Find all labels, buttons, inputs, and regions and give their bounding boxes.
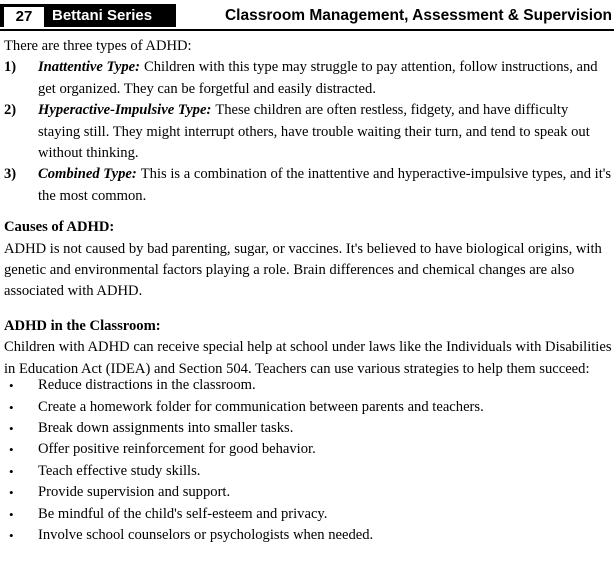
document-page — [0, 4, 616, 568]
list-item — [4, 461, 612, 482]
intro-paragraph: There are three types of ADHD: — [4, 38, 192, 54]
item-text — [38, 100, 612, 164]
bullet-icon: • — [9, 442, 14, 458]
item-text — [38, 164, 612, 207]
type-name: Combined Type: — [38, 166, 137, 183]
type-name: Inattentive Type: — [38, 59, 140, 76]
item-number: 1) — [4, 59, 17, 76]
list-item-text: Teach effective study skills. — [38, 462, 201, 479]
bullet-icon: • — [9, 399, 14, 415]
list-item-text: Be mindful of the child's self-esteem and privacy. — [38, 505, 328, 522]
type-description: These children are often restless, fidgety, and have difficulty staying still. They might interrupt others, have trouble waiting their turn, and tend to speak out without thinking. — [38, 102, 590, 162]
page-content — [0, 36, 616, 546]
list-item-text: Offer positive reinforcement for good behavior. — [38, 441, 316, 458]
list-item — [4, 397, 612, 418]
causes-paragraph: ADHD is not caused by bad parenting, sugar, or vaccines. It's believed to have biological origins, with genetic and environmental factors playing a role. Brain differences and chemical changes are also associated with ADHD. — [4, 240, 602, 300]
item-number: 2) — [4, 102, 17, 119]
type-description: Children with this type may struggle to pay attention, follow instructions, and get organized. They can be forgetful and easily distracted. — [38, 59, 598, 97]
list-item-text: Reduce distractions in the classroom. — [38, 377, 256, 394]
causes-heading: Causes of ADHD: — [4, 219, 115, 236]
list-item-text: Provide supervision and support. — [38, 484, 231, 501]
list-item — [4, 418, 612, 439]
list-item — [4, 504, 612, 525]
list-item — [4, 439, 612, 460]
list-item — [4, 482, 612, 503]
bullet-icon: • — [9, 378, 14, 394]
chapter-title: Classroom Management, Assessment & Supervision — [224, 7, 612, 24]
header-rule — [0, 29, 614, 31]
list-item — [4, 375, 612, 396]
page-number: 27 — [4, 7, 44, 27]
adhd-type-item — [4, 100, 612, 164]
type-description: This is a combination of the inattentive and hyperactive-impulsive types, and it's the most common. — [38, 166, 612, 204]
page-header — [0, 4, 616, 27]
series-title: Bettani Series — [52, 7, 153, 24]
list-item-text: Create a homework folder for communication between parents and teachers. — [38, 398, 484, 415]
bullet-icon: • — [9, 506, 14, 522]
header-black-bar — [0, 4, 176, 27]
adhd-type-item — [4, 164, 612, 207]
type-name: Hyperactive-Impulsive Type: — [38, 102, 212, 119]
bullet-icon: • — [9, 420, 14, 436]
strategies-list — [4, 375, 612, 546]
classroom-heading: ADHD in the Classroom: — [4, 317, 161, 334]
bullet-icon: • — [9, 527, 14, 543]
classroom-paragraph: Children with ADHD can receive special help at school under laws like the Individuals with Disabilities in Education Act (IDEA) and Section 504. Teachers can use various strategies to help them succeed: — [4, 339, 612, 377]
bullet-icon: • — [9, 485, 14, 501]
list-item — [4, 525, 612, 546]
adhd-type-item — [4, 57, 612, 100]
item-number: 3) — [4, 166, 17, 183]
list-item-text: Break down assignments into smaller tasks. — [38, 419, 294, 436]
item-text — [38, 57, 612, 100]
list-item-text: Involve school counselors or psychologists when needed. — [38, 526, 374, 543]
bullet-icon: • — [9, 463, 14, 479]
